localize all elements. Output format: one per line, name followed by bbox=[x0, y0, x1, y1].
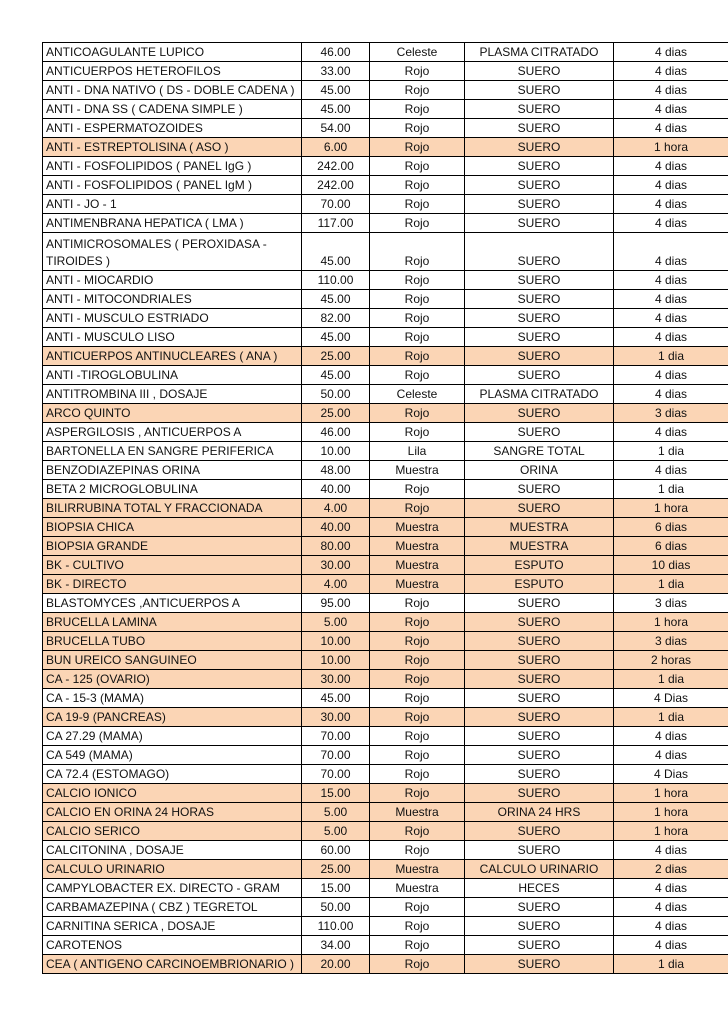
sample-type-cell: SUERO bbox=[465, 347, 614, 366]
tube-color-cell: Rojo bbox=[370, 176, 465, 195]
price-cell: 15.00 bbox=[302, 879, 370, 898]
table-row bbox=[43, 442, 728, 461]
table-row bbox=[43, 176, 728, 195]
price-cell: 117.00 bbox=[302, 214, 370, 233]
test-name-cell: ANTI - ESPERMATOZOIDES bbox=[43, 119, 302, 138]
turnaround-time-cell: 3 dias bbox=[614, 632, 728, 651]
table-row bbox=[43, 43, 728, 62]
test-name-cell: CALCIO EN ORINA 24 HORAS bbox=[43, 803, 302, 822]
tube-color-cell: Celeste bbox=[370, 385, 465, 404]
test-name-cell: ANTI - DNA NATIVO ( DS - DOBLE CADENA ) bbox=[43, 81, 302, 100]
test-name-cell: ANTI - DNA SS ( CADENA SIMPLE ) bbox=[43, 100, 302, 119]
price-cell: 25.00 bbox=[302, 347, 370, 366]
sample-type-cell: SUERO bbox=[465, 784, 614, 803]
sample-type-cell: SUERO bbox=[465, 233, 614, 271]
tube-color-cell: Rojo bbox=[370, 727, 465, 746]
test-name-cell: CALCIO IONICO bbox=[43, 784, 302, 803]
price-cell: 6.00 bbox=[302, 138, 370, 157]
turnaround-time-cell: 4 dias bbox=[614, 841, 728, 860]
table-row bbox=[43, 290, 728, 309]
turnaround-time-cell: 4 dias bbox=[614, 214, 728, 233]
price-cell: 70.00 bbox=[302, 746, 370, 765]
table-row bbox=[43, 594, 728, 613]
test-name-cell: CAMPYLOBACTER EX. DIRECTO - GRAM bbox=[43, 879, 302, 898]
tube-color-cell: Rojo bbox=[370, 651, 465, 670]
sample-type-cell: SUERO bbox=[465, 176, 614, 195]
price-cell: 30.00 bbox=[302, 670, 370, 689]
table-row bbox=[43, 860, 728, 879]
price-cell: 40.00 bbox=[302, 518, 370, 537]
tube-color-cell: Rojo bbox=[370, 138, 465, 157]
turnaround-time-cell: 4 dias bbox=[614, 328, 728, 347]
tube-color-cell: Rojo bbox=[370, 157, 465, 176]
price-cell: 45.00 bbox=[302, 290, 370, 309]
turnaround-time-cell: 4 dias bbox=[614, 936, 728, 955]
test-name-cell: CA 549 (MAMA) bbox=[43, 746, 302, 765]
price-cell: 25.00 bbox=[302, 404, 370, 423]
price-cell: 82.00 bbox=[302, 309, 370, 328]
sample-type-cell: SUERO bbox=[465, 917, 614, 936]
price-cell: 70.00 bbox=[302, 195, 370, 214]
table-row bbox=[43, 81, 728, 100]
table-row bbox=[43, 328, 728, 347]
test-name-cell: ANTI -TIROGLOBULINA bbox=[43, 366, 302, 385]
table-row bbox=[43, 841, 728, 860]
turnaround-time-cell: 1 hora bbox=[614, 613, 728, 632]
price-cell: 30.00 bbox=[302, 708, 370, 727]
turnaround-time-cell: 2 dias bbox=[614, 860, 728, 879]
table-row bbox=[43, 670, 728, 689]
turnaround-time-cell: 1 dia bbox=[614, 955, 728, 974]
tube-color-cell: Rojo bbox=[370, 917, 465, 936]
sample-type-cell: SUERO bbox=[465, 81, 614, 100]
tube-color-cell: Rojo bbox=[370, 366, 465, 385]
tube-color-cell: Rojo bbox=[370, 765, 465, 784]
turnaround-time-cell: 4 dias bbox=[614, 43, 728, 62]
table-row bbox=[43, 309, 728, 328]
turnaround-time-cell: 1 hora bbox=[614, 803, 728, 822]
price-cell: 45.00 bbox=[302, 233, 370, 271]
test-name-cell: ANTITROMBINA III , DOSAJE bbox=[43, 385, 302, 404]
price-cell: 25.00 bbox=[302, 860, 370, 879]
sample-type-cell: SUERO bbox=[465, 328, 614, 347]
tube-color-cell: Rojo bbox=[370, 898, 465, 917]
turnaround-time-cell: 1 hora bbox=[614, 784, 728, 803]
sample-type-cell: SUERO bbox=[465, 651, 614, 670]
table-row bbox=[43, 366, 728, 385]
sample-type-cell: SUERO bbox=[465, 955, 614, 974]
sample-type-cell: SUERO bbox=[465, 62, 614, 81]
sample-type-cell: SUERO bbox=[465, 936, 614, 955]
tube-color-cell: Rojo bbox=[370, 670, 465, 689]
turnaround-time-cell: 4 dias bbox=[614, 290, 728, 309]
sample-type-cell: SUERO bbox=[465, 632, 614, 651]
sample-type-cell: SUERO bbox=[465, 290, 614, 309]
table-row bbox=[43, 518, 728, 537]
table-row bbox=[43, 214, 728, 233]
tube-color-cell: Rojo bbox=[370, 195, 465, 214]
sample-type-cell: SUERO bbox=[465, 898, 614, 917]
tube-color-cell: Rojo bbox=[370, 689, 465, 708]
table-row bbox=[43, 727, 728, 746]
price-cell: 10.00 bbox=[302, 651, 370, 670]
table-row bbox=[43, 157, 728, 176]
tube-color-cell: Rojo bbox=[370, 328, 465, 347]
price-cell: 5.00 bbox=[302, 822, 370, 841]
test-name-cell: ANTICUERPOS HETEROFILOS bbox=[43, 62, 302, 81]
price-cell: 40.00 bbox=[302, 480, 370, 499]
tube-color-cell: Rojo bbox=[370, 214, 465, 233]
test-name-cell: BARTONELLA EN SANGRE PERIFERICA bbox=[43, 442, 302, 461]
sample-type-cell: SUERO bbox=[465, 670, 614, 689]
tube-color-cell: Rojo bbox=[370, 480, 465, 499]
sample-type-cell: CALCULO URINARIO bbox=[465, 860, 614, 879]
tube-color-cell: Rojo bbox=[370, 271, 465, 290]
tube-color-cell: Celeste bbox=[370, 43, 465, 62]
turnaround-time-cell: 4 dias bbox=[614, 176, 728, 195]
tube-color-cell: Muestra bbox=[370, 556, 465, 575]
price-cell: 5.00 bbox=[302, 613, 370, 632]
test-name-cell: CEA ( ANTIGENO CARCINOEMBRIONARIO ) bbox=[43, 955, 302, 974]
test-name-cell: BK - DIRECTO bbox=[43, 575, 302, 594]
turnaround-time-cell: 4 Dias bbox=[614, 765, 728, 784]
sample-type-cell: SUERO bbox=[465, 613, 614, 632]
sample-type-cell: ORINA 24 HRS bbox=[465, 803, 614, 822]
table-row bbox=[43, 62, 728, 81]
sample-type-cell: SUERO bbox=[465, 499, 614, 518]
table-row bbox=[43, 556, 728, 575]
turnaround-time-cell: 4 dias bbox=[614, 119, 728, 138]
sample-type-cell: MUESTRA bbox=[465, 537, 614, 556]
tube-color-cell: Rojo bbox=[370, 290, 465, 309]
turnaround-time-cell: 4 dias bbox=[614, 385, 728, 404]
price-cell: 45.00 bbox=[302, 689, 370, 708]
tube-color-cell: Rojo bbox=[370, 955, 465, 974]
test-name-cell: BLASTOMYCES ,ANTICUERPOS A bbox=[43, 594, 302, 613]
turnaround-time-cell: 6 dias bbox=[614, 537, 728, 556]
table-row bbox=[43, 233, 728, 271]
tube-color-cell: Rojo bbox=[370, 594, 465, 613]
turnaround-time-cell: 3 dias bbox=[614, 594, 728, 613]
tube-color-cell: Rojo bbox=[370, 784, 465, 803]
price-cell: 110.00 bbox=[302, 271, 370, 290]
sample-type-cell: SUERO bbox=[465, 708, 614, 727]
test-name-cell: BIOPSIA GRANDE bbox=[43, 537, 302, 556]
turnaround-time-cell: 4 dias bbox=[614, 917, 728, 936]
table-row bbox=[43, 119, 728, 138]
table-row bbox=[43, 575, 728, 594]
price-cell: 20.00 bbox=[302, 955, 370, 974]
sample-type-cell: SANGRE TOTAL bbox=[465, 442, 614, 461]
turnaround-time-cell: 1 dia bbox=[614, 480, 728, 499]
price-cell: 242.00 bbox=[302, 176, 370, 195]
price-cell: 95.00 bbox=[302, 594, 370, 613]
test-name-cell: BIOPSIA CHICA bbox=[43, 518, 302, 537]
table-row bbox=[43, 689, 728, 708]
table-row bbox=[43, 404, 728, 423]
sample-type-cell: SUERO bbox=[465, 157, 614, 176]
turnaround-time-cell: 6 dias bbox=[614, 518, 728, 537]
table-row bbox=[43, 879, 728, 898]
price-cell: 15.00 bbox=[302, 784, 370, 803]
tube-color-cell: Muestra bbox=[370, 461, 465, 480]
price-cell: 70.00 bbox=[302, 727, 370, 746]
test-name-cell: BETA 2 MICROGLOBULINA bbox=[43, 480, 302, 499]
table-row bbox=[43, 461, 728, 480]
turnaround-time-cell: 4 dias bbox=[614, 195, 728, 214]
price-cell: 46.00 bbox=[302, 423, 370, 442]
price-cell: 4.00 bbox=[302, 499, 370, 518]
table-row bbox=[43, 537, 728, 556]
sample-type-cell: SUERO bbox=[465, 594, 614, 613]
table-row bbox=[43, 271, 728, 290]
tube-color-cell: Rojo bbox=[370, 62, 465, 81]
test-name-cell: CA - 15-3 (MAMA) bbox=[43, 689, 302, 708]
tube-color-cell: Rojo bbox=[370, 822, 465, 841]
test-name-cell: CALCIO SERICO bbox=[43, 822, 302, 841]
price-cell: 60.00 bbox=[302, 841, 370, 860]
price-cell: 70.00 bbox=[302, 765, 370, 784]
sample-type-cell: SUERO bbox=[465, 119, 614, 138]
test-name-cell: ANTICOAGULANTE LUPICO bbox=[43, 43, 302, 62]
test-name-cell: BENZODIAZEPINAS ORINA bbox=[43, 461, 302, 480]
price-cell: 50.00 bbox=[302, 385, 370, 404]
price-cell: 5.00 bbox=[302, 803, 370, 822]
test-name-cell: CAROTENOS bbox=[43, 936, 302, 955]
table-row bbox=[43, 347, 728, 366]
table-row bbox=[43, 917, 728, 936]
table-row bbox=[43, 746, 728, 765]
price-cell: 45.00 bbox=[302, 81, 370, 100]
sample-type-cell: PLASMA CITRATADO bbox=[465, 43, 614, 62]
price-cell: 50.00 bbox=[302, 898, 370, 917]
turnaround-time-cell: 1 dia bbox=[614, 670, 728, 689]
tube-color-cell: Muestra bbox=[370, 860, 465, 879]
sample-type-cell: SUERO bbox=[465, 689, 614, 708]
tube-color-cell: Rojo bbox=[370, 746, 465, 765]
turnaround-time-cell: 1 dia bbox=[614, 708, 728, 727]
price-cell: 46.00 bbox=[302, 43, 370, 62]
tube-color-cell: Muestra bbox=[370, 575, 465, 594]
table-row bbox=[43, 100, 728, 119]
table-row bbox=[43, 898, 728, 917]
table-body bbox=[43, 43, 728, 974]
tube-color-cell: Rojo bbox=[370, 841, 465, 860]
test-name-cell: ANTI - MIOCARDIO bbox=[43, 271, 302, 290]
test-name-cell: ANTICUERPOS ANTINUCLEARES ( ANA ) bbox=[43, 347, 302, 366]
price-cell: 45.00 bbox=[302, 366, 370, 385]
turnaround-time-cell: 1 dia bbox=[614, 442, 728, 461]
tube-color-cell: Muestra bbox=[370, 803, 465, 822]
test-name-cell: CARNITINA SERICA , DOSAJE bbox=[43, 917, 302, 936]
table-row bbox=[43, 708, 728, 727]
tube-color-cell: Rojo bbox=[370, 632, 465, 651]
price-cell: 80.00 bbox=[302, 537, 370, 556]
turnaround-time-cell: 4 dias bbox=[614, 727, 728, 746]
turnaround-time-cell: 1 dia bbox=[614, 575, 728, 594]
sample-type-cell: SUERO bbox=[465, 195, 614, 214]
test-name-cell: BRUCELLA TUBO bbox=[43, 632, 302, 651]
price-list-sheet bbox=[42, 42, 728, 974]
tube-color-cell: Lila bbox=[370, 442, 465, 461]
table-row bbox=[43, 499, 728, 518]
tube-color-cell: Rojo bbox=[370, 233, 465, 271]
sample-type-cell: MUESTRA bbox=[465, 518, 614, 537]
sample-type-cell: SUERO bbox=[465, 138, 614, 157]
turnaround-time-cell: 4 dias bbox=[614, 157, 728, 176]
test-name-cell: BK - CULTIVO bbox=[43, 556, 302, 575]
test-name-cell: ANTI - ESTREPTOLISINA ( ASO ) bbox=[43, 138, 302, 157]
table-row bbox=[43, 632, 728, 651]
turnaround-time-cell: 2 horas bbox=[614, 651, 728, 670]
price-cell: 10.00 bbox=[302, 632, 370, 651]
test-name-cell: CA 72.4 (ESTOMAGO) bbox=[43, 765, 302, 784]
test-name-cell: CARBAMAZEPINA ( CBZ ) TEGRETOL bbox=[43, 898, 302, 917]
table-row bbox=[43, 613, 728, 632]
price-cell: 110.00 bbox=[302, 917, 370, 936]
table-row bbox=[43, 765, 728, 784]
test-name-cell: CA 27.29 (MAMA) bbox=[43, 727, 302, 746]
tube-color-cell: Rojo bbox=[370, 347, 465, 366]
tube-color-cell: Rojo bbox=[370, 309, 465, 328]
turnaround-time-cell: 3 dias bbox=[614, 404, 728, 423]
price-cell: 10.00 bbox=[302, 442, 370, 461]
test-name-cell: CA - 125 (OVARIO) bbox=[43, 670, 302, 689]
table-row bbox=[43, 423, 728, 442]
test-name-cell: CA 19-9 (PANCREAS) bbox=[43, 708, 302, 727]
sample-type-cell: ORINA bbox=[465, 461, 614, 480]
sample-type-cell: SUERO bbox=[465, 765, 614, 784]
tube-color-cell: Rojo bbox=[370, 936, 465, 955]
tube-color-cell: Rojo bbox=[370, 119, 465, 138]
sample-type-cell: SUERO bbox=[465, 366, 614, 385]
turnaround-time-cell: 1 hora bbox=[614, 822, 728, 841]
price-cell: 34.00 bbox=[302, 936, 370, 955]
price-cell: 242.00 bbox=[302, 157, 370, 176]
test-name-cell: ANTI - FOSFOLIPIDOS ( PANEL IgM ) bbox=[43, 176, 302, 195]
tube-color-cell: Rojo bbox=[370, 499, 465, 518]
test-name-cell: ANTIMICROSOMALES ( PEROXIDASA - TIROIDES ) bbox=[43, 233, 302, 271]
test-name-cell: ASPERGILOSIS , ANTICUERPOS A bbox=[43, 423, 302, 442]
test-name-cell: ANTI - MUSCULO ESTRIADO bbox=[43, 309, 302, 328]
table-row bbox=[43, 480, 728, 499]
tube-color-cell: Rojo bbox=[370, 613, 465, 632]
turnaround-time-cell: 4 dias bbox=[614, 746, 728, 765]
turnaround-time-cell: 4 dias bbox=[614, 366, 728, 385]
test-name-cell: BUN UREICO SANGUINEO bbox=[43, 651, 302, 670]
sample-type-cell: SUERO bbox=[465, 480, 614, 499]
test-name-cell: BILIRRUBINA TOTAL Y FRACCIONADA bbox=[43, 499, 302, 518]
sample-type-cell: PLASMA CITRATADO bbox=[465, 385, 614, 404]
turnaround-time-cell: 1 hora bbox=[614, 499, 728, 518]
sample-type-cell: SUERO bbox=[465, 822, 614, 841]
table-row bbox=[43, 955, 728, 974]
sample-type-cell: SUERO bbox=[465, 841, 614, 860]
turnaround-time-cell: 4 Dias bbox=[614, 689, 728, 708]
sample-type-cell: SUERO bbox=[465, 727, 614, 746]
table-row bbox=[43, 138, 728, 157]
sample-type-cell: SUERO bbox=[465, 309, 614, 328]
table-row bbox=[43, 385, 728, 404]
tube-color-cell: Rojo bbox=[370, 423, 465, 442]
test-name-cell: ANTI - JO - 1 bbox=[43, 195, 302, 214]
sample-type-cell: SUERO bbox=[465, 404, 614, 423]
sample-type-cell: ESPUTO bbox=[465, 556, 614, 575]
table-row bbox=[43, 651, 728, 670]
turnaround-time-cell: 4 dias bbox=[614, 271, 728, 290]
turnaround-time-cell: 4 dias bbox=[614, 898, 728, 917]
lab-test-price-table bbox=[42, 42, 728, 974]
turnaround-time-cell: 4 dias bbox=[614, 879, 728, 898]
turnaround-time-cell: 4 dias bbox=[614, 233, 728, 271]
sample-type-cell: SUERO bbox=[465, 746, 614, 765]
turnaround-time-cell: 4 dias bbox=[614, 62, 728, 81]
table-row bbox=[43, 195, 728, 214]
turnaround-time-cell: 4 dias bbox=[614, 81, 728, 100]
price-cell: 4.00 bbox=[302, 575, 370, 594]
table-row bbox=[43, 803, 728, 822]
turnaround-time-cell: 4 dias bbox=[614, 461, 728, 480]
test-name-cell: CALCULO URINARIO bbox=[43, 860, 302, 879]
price-cell: 54.00 bbox=[302, 119, 370, 138]
tube-color-cell: Rojo bbox=[370, 81, 465, 100]
turnaround-time-cell: 1 hora bbox=[614, 138, 728, 157]
tube-color-cell: Rojo bbox=[370, 100, 465, 119]
turnaround-time-cell: 4 dias bbox=[614, 423, 728, 442]
price-cell: 45.00 bbox=[302, 328, 370, 347]
tube-color-cell: Rojo bbox=[370, 404, 465, 423]
sample-type-cell: SUERO bbox=[465, 423, 614, 442]
turnaround-time-cell: 1 dia bbox=[614, 347, 728, 366]
turnaround-time-cell: 10 dias bbox=[614, 556, 728, 575]
table-row bbox=[43, 822, 728, 841]
sample-type-cell: SUERO bbox=[465, 214, 614, 233]
tube-color-cell: Muestra bbox=[370, 537, 465, 556]
price-cell: 45.00 bbox=[302, 100, 370, 119]
sample-type-cell: SUERO bbox=[465, 100, 614, 119]
test-name-cell: ANTI - MUSCULO LISO bbox=[43, 328, 302, 347]
price-cell: 30.00 bbox=[302, 556, 370, 575]
tube-color-cell: Rojo bbox=[370, 708, 465, 727]
test-name-cell: ANTI - MITOCONDRIALES bbox=[43, 290, 302, 309]
price-cell: 48.00 bbox=[302, 461, 370, 480]
price-cell: 33.00 bbox=[302, 62, 370, 81]
test-name-cell: CALCITONINA , DOSAJE bbox=[43, 841, 302, 860]
test-name-cell: ARCO QUINTO bbox=[43, 404, 302, 423]
test-name-cell: BRUCELLA LAMINA bbox=[43, 613, 302, 632]
test-name-cell: ANTI - FOSFOLIPIDOS ( PANEL IgG ) bbox=[43, 157, 302, 176]
sample-type-cell: HECES bbox=[465, 879, 614, 898]
test-name-cell: ANTIMENBRANA HEPATICA ( LMA ) bbox=[43, 214, 302, 233]
sample-type-cell: SUERO bbox=[465, 271, 614, 290]
tube-color-cell: Muestra bbox=[370, 879, 465, 898]
turnaround-time-cell: 4 dias bbox=[614, 100, 728, 119]
tube-color-cell: Muestra bbox=[370, 518, 465, 537]
table-row bbox=[43, 784, 728, 803]
sample-type-cell: ESPUTO bbox=[465, 575, 614, 594]
table-row bbox=[43, 936, 728, 955]
turnaround-time-cell: 4 dias bbox=[614, 309, 728, 328]
